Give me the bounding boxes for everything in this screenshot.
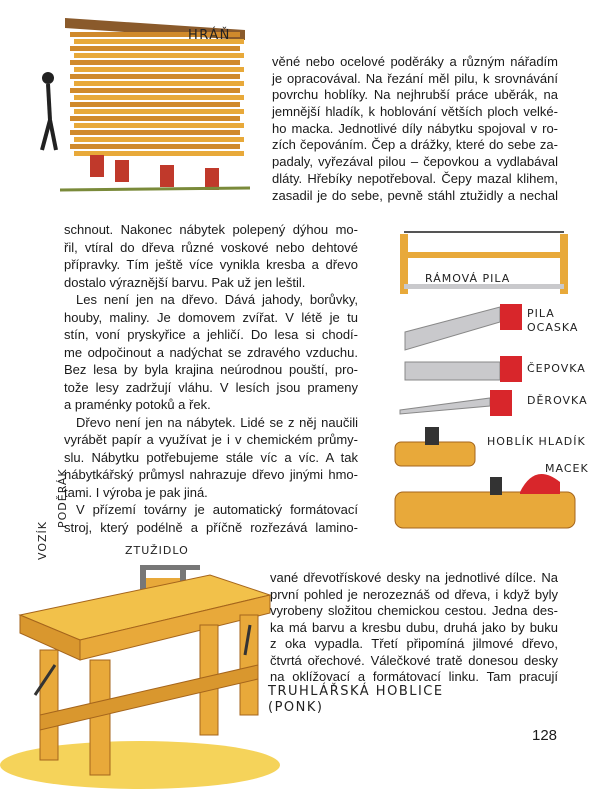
- text-line: dláty. Hřebíky nepotřeboval. Čepy mazal klihem,: [272, 170, 558, 186]
- plank: [70, 130, 240, 135]
- label-frame-saw: RÁMOVÁ PILA: [425, 272, 511, 285]
- smoothing-plane-drawing: [395, 427, 475, 466]
- text-line: ka má barvu a kresbu dubu, druhá jako by buku: [270, 619, 558, 635]
- plank: [70, 102, 240, 107]
- text-line: slu. Nábytku potřebujeme stále víc a víc. A tak: [64, 449, 358, 465]
- text-block-bottom: [270, 570, 558, 686]
- text-line: schnout. Nakonec nábytek polepený dýhou mo-: [64, 222, 358, 237]
- label-bench-dog: PODĚRÁK: [56, 468, 69, 528]
- label-hand-saw-2: OCASKA: [527, 321, 579, 334]
- text-line: zasadil je do sebe, pevně stáhl ztužidly a nechal: [272, 187, 558, 203]
- tenon-saw-drawing: [405, 356, 522, 382]
- keyhole-saw-drawing: [400, 390, 512, 416]
- text-line: nábytkářský průmysl nahrazuje dřevo jinými hmo-: [64, 467, 358, 482]
- text-line: z oka vypadla. Třetí připomíná jilmové dřevo,: [270, 636, 558, 651]
- text-line: Bez lesa by byla krajina neúrodnou pouští, pro-: [64, 362, 358, 377]
- text-line: vané dřevotřískové desky na jednotlivé dílce. Na: [270, 570, 558, 585]
- text-line: stroj, který podélně a příčně rozřezává lamino-: [64, 519, 358, 535]
- plank: [74, 137, 244, 142]
- text-line: Les není jen na dřevo. Dává jahody, borůvky,: [76, 292, 358, 307]
- label-clamp: ZTUŽIDLO: [125, 544, 189, 557]
- text-line: na oklížovací a formátovací linku. Tam pracují: [270, 669, 558, 684]
- text-line: povrchu hoblíky. Na nejhrubší práce uběrák, na: [272, 87, 558, 103]
- plank: [70, 60, 240, 65]
- plank: [74, 81, 244, 86]
- plank: [74, 67, 244, 72]
- text-line: stín, voní pryskyřice a jehličí. Do lesa si chodí-: [64, 327, 358, 342]
- text-line: padaly, vyřezával pilou – čepovkou a vydlabával: [272, 154, 558, 170]
- plank: [74, 95, 244, 100]
- plank: [74, 109, 244, 114]
- text-line: Dřevo není jen na nábytek. Lidé se z něj naučili: [76, 414, 358, 430]
- text-block-top: [272, 54, 558, 204]
- text-line: věné nebo ocelové poděráky a různým nářadím: [272, 54, 558, 69]
- text-line: je opracovával. Na řezání měl pilu, k srovnávání: [272, 70, 558, 86]
- text-line: čtvrtá ořechové. Válečkové tratě donesou desky: [270, 652, 558, 668]
- text-line: ho macka. Jednotlivé díly nábytku spojoval v ro-: [272, 120, 558, 136]
- label-tenon-saw: ČEPOVKA: [527, 362, 586, 375]
- plank: [70, 88, 240, 93]
- text-line: vyrobeny složitou chemickou cestou. Jedna des-: [270, 603, 558, 618]
- plank: [70, 116, 240, 121]
- plank: [70, 74, 240, 79]
- text-line: houby, maliny. Je domovem zvířat. V létě je tu: [64, 309, 358, 325]
- text-line: vyrábět papír a využívat je i v chemickém průmy-: [64, 432, 358, 447]
- label-workbench-2: (PONK): [268, 700, 324, 715]
- plank: [74, 123, 244, 128]
- woodpile-illustration: [20, 10, 280, 200]
- plank: [74, 53, 244, 58]
- workbench-illustration: [0, 555, 285, 795]
- label-hand-saw-1: PILA: [527, 307, 555, 320]
- text-line: me odpočinout a nadýchat se zdravého vzduchu.: [64, 344, 358, 360]
- plank: [70, 144, 240, 149]
- label-vise: VOZÍK: [36, 521, 49, 560]
- text-line: zích čepováním. Čep a drážky, které do sebe za-: [272, 137, 558, 153]
- label-woodpile: HRÁŇ: [188, 28, 231, 43]
- label-jack-plane: MACEK: [545, 462, 589, 475]
- label-smoothing-plane: HOBLÍK HLADÍK: [487, 435, 586, 448]
- text-line: tože lesy zadržují vláhu. V lesích jsou prameny: [64, 379, 358, 395]
- text-block-middle: [64, 221, 358, 536]
- plank: [70, 46, 240, 51]
- jack-plane-drawing: [395, 474, 575, 528]
- text-line: V přízemí továrny je automatický formátovací: [76, 502, 358, 517]
- hand-saw-drawing: [405, 304, 522, 350]
- label-keyhole-saw: DĚROVKA: [527, 394, 588, 407]
- text-line: jemnější hladík, k hoblování větších ploch velké-: [272, 104, 558, 120]
- text-line: řil, vtíral do dřeva různé voskové nebo dehtové: [64, 239, 358, 255]
- text-line: tami. I výroba je pak jiná.: [64, 484, 208, 500]
- text-line: a praménky potoků a řek.: [64, 397, 211, 412]
- text-line: přípravky. Tím ještě více vynikla kresba a dřevo: [64, 257, 358, 272]
- page-number: 128: [532, 727, 558, 744]
- text-line: první pohled je nerozeznáš od dřeva, i když byly: [270, 586, 558, 602]
- label-workbench-1: TRUHLÁŘSKÁ HOBLICE: [268, 684, 444, 699]
- text-line: dostalo výraznější barvu. Pak už jen leštil.: [64, 274, 306, 290]
